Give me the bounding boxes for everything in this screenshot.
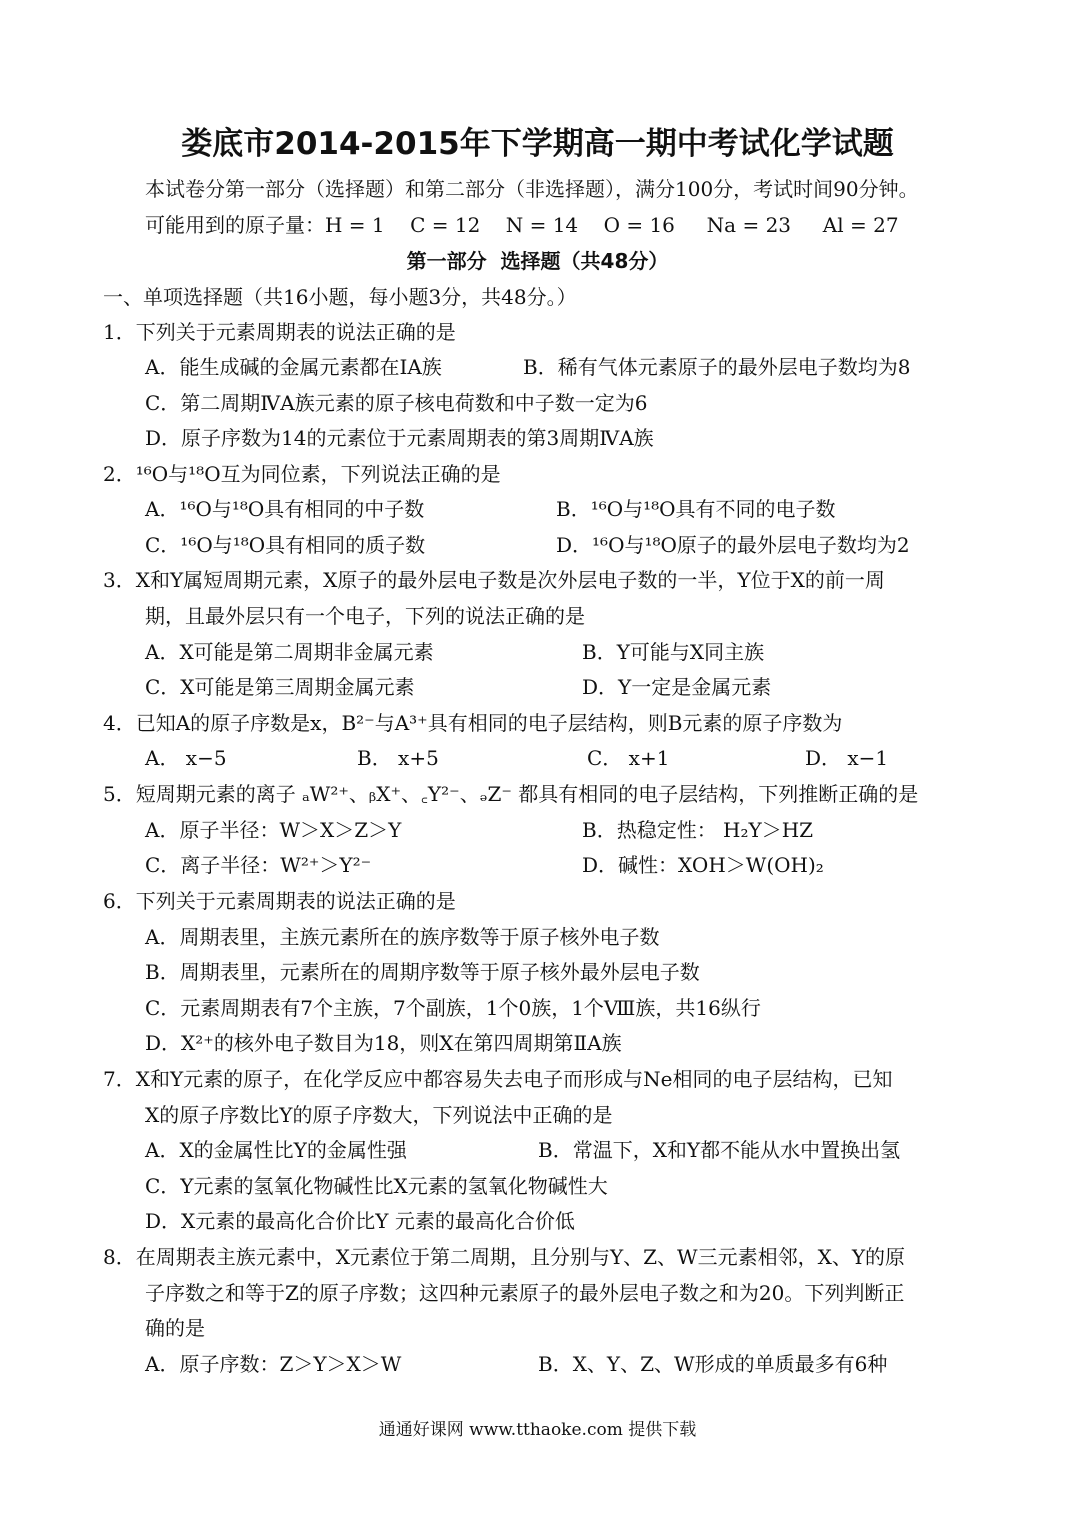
question-7-stem-line-1: 7．X和Y元素的原子，在化学反应中都容易失去电子而形成与Ne相同的电子层结构，已知 [103, 1067, 893, 1091]
exam-title: 娄底市2014-2015年下学期高一期中考试化学试题 [181, 126, 894, 162]
question-4-option-d: D． x−1 [805, 746, 889, 770]
question-4-option-b: B． x+5 [357, 746, 439, 770]
question-3-option-b: B．Y可能与X同主族 [582, 640, 765, 664]
question-8-stem-line-2: 子序数之和等于Z的原子序数；这四种元素原子的最外层电子数之和为20。下列判断正 [145, 1281, 905, 1305]
page-footer: 通通好课网 www.tthaoke.com 提供下载 [378, 1420, 697, 1440]
question-7-option-c: C．Y元素的氢氧化物碱性比X元素的氢氧化物碱性大 [145, 1174, 608, 1198]
question-1-option-b: B．稀有气体元素原子的最外层电子数均为8 [523, 355, 911, 379]
question-7-option-b: B．常温下，X和Y都不能从水中置换出氢 [538, 1138, 901, 1162]
question-4-option-c: C． x+1 [587, 746, 670, 770]
question-6-option-c: C．元素周期表有7个主族，7个副族，1个0族，1个Ⅷ族，共16纵行 [145, 996, 761, 1020]
question-5-option-c: C．离子半径：W²⁺＞Y²⁻ [145, 853, 372, 877]
intro-line-1: 本试卷分第一部分（选择题）和第二部分（非选择题），满分100分，考试时间90分钟。 [145, 177, 919, 201]
question-5-stem: 5．短周期元素的离子 ₐW²⁺、ᵦX⁺、꜀Y²⁻、ₔZ⁻ 都具有相同的电子层结构，下列推断正确的是 [103, 782, 919, 806]
question-4-option-a: A． x−5 [145, 746, 227, 770]
question-7-option-a: A．X的金属性比Y的金属性强 [145, 1138, 407, 1162]
question-3-option-d: D．Y一定是金属元素 [582, 675, 772, 699]
question-6-stem: 6．下列关于元素周期表的说法正确的是 [103, 889, 456, 913]
question-3-option-a: A．X可能是第二周期非金属元素 [145, 640, 434, 664]
question-8-option-b: B．X、Y、Z、W形成的单质最多有6种 [538, 1352, 888, 1376]
question-2-option-a: A．¹⁶O与¹⁸O具有相同的中子数 [145, 497, 425, 521]
question-1-option-d: D．原子序数为14的元素位于元素周期表的第3周期ⅣA族 [145, 426, 654, 450]
question-5-option-a: A．原子半径：W＞X＞Z＞Y [145, 818, 402, 842]
question-8-option-a: A．原子序数：Z＞Y＞X＞W [145, 1352, 402, 1376]
question-8-stem-line-3: 确的是 [145, 1316, 205, 1340]
question-3-option-c: C．X可能是第三周期金属元素 [145, 675, 415, 699]
question-3-stem-line-2: 期，且最外层只有一个电子，下列的说法正确的是 [145, 604, 585, 628]
question-2-option-b: B．¹⁶O与¹⁸O具有不同的电子数 [556, 497, 836, 521]
intro-atomic-masses: 可能用到的原子量：H = 1 C = 12 N = 14 O = 16 Na = 23 Al = 27 [145, 213, 899, 237]
section-title: 第一部分 选择题（共48分） [406, 249, 669, 273]
question-8-stem-line-1: 8．在周期表主族元素中，X元素位于第二周期，且分别与Y、Z、W三元素相邻，X、Y的原 [103, 1245, 906, 1269]
question-7-stem-line-2: X的原子序数比Y的原子序数大，下列说法中正确的是 [145, 1103, 613, 1127]
question-1-option-a: A．能生成碱的金属元素都在ⅠA族 [145, 355, 442, 379]
question-2-option-d: D．¹⁶O与¹⁸O原子的最外层电子数均为2 [556, 533, 910, 557]
question-1-option-c: C．第二周期ⅣA族元素的原子核电荷数和中子数一定为6 [145, 391, 648, 415]
question-5-option-d: D．碱性：XOH＞W(OH)₂ [582, 853, 824, 877]
section-instruction: 一、单项选择题（共16小题，每小题3分，共48分。） [103, 285, 577, 309]
question-2-stem: 2．¹⁶O与¹⁸O互为同位素，下列说法正确的是 [103, 462, 501, 486]
question-3-stem-line-1: 3．X和Y属短周期元素，X原子的最外层电子数是次外层电子数的一半，Y位于X的前一周 [103, 568, 885, 592]
question-5-option-b: B．热稳定性： H₂Y＞HZ [582, 818, 814, 842]
question-6-option-a: A．周期表里，主族元素所在的族序数等于原子核外电子数 [145, 925, 660, 949]
question-6-option-d: D．X²⁺的核外电子数目为18，则X在第四周期第ⅡA族 [145, 1031, 622, 1055]
question-7-option-d: D．X元素的最高化合价比Y 元素的最高化合价低 [145, 1209, 575, 1233]
question-1-stem: 1．下列关于元素周期表的说法正确的是 [103, 320, 456, 344]
question-4-stem: 4．已知A的原子序数是x，B²⁻与A³⁺具有相同的电子层结构，则B元素的原子序数为 [103, 711, 843, 735]
question-2-option-c: C．¹⁶O与¹⁸O具有相同的质子数 [145, 533, 426, 557]
question-6-option-b: B．周期表里，元素所在的周期序数等于原子核外最外层电子数 [145, 960, 700, 984]
